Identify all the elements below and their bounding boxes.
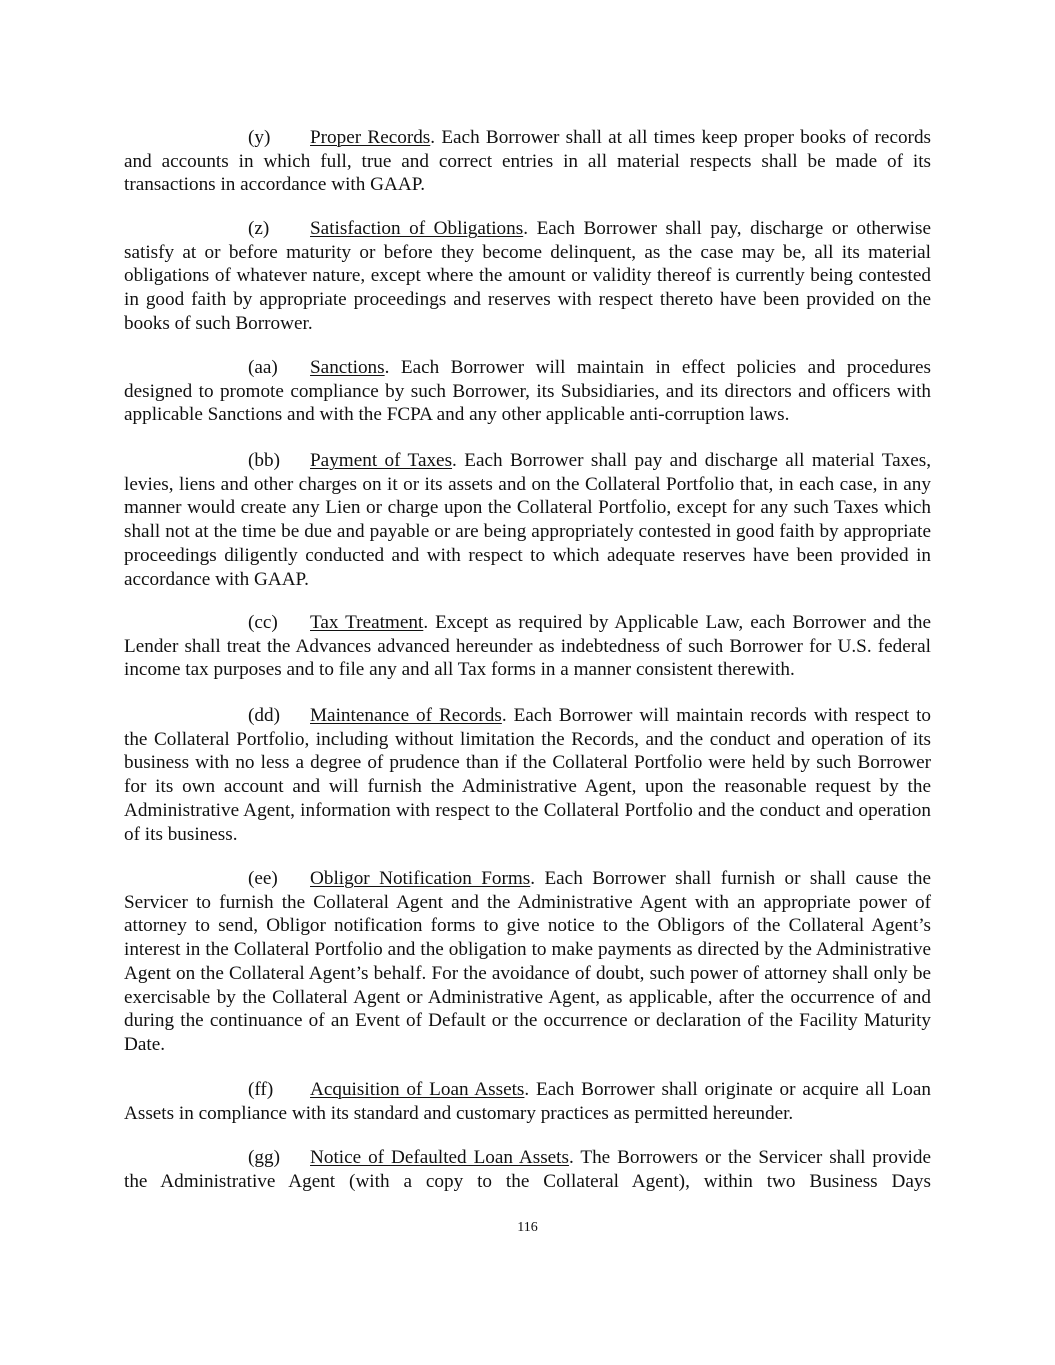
paragraph-cc bbox=[124, 611, 931, 682]
paragraph-number: (gg) bbox=[248, 1147, 280, 1168]
paragraph-number: (dd) bbox=[248, 705, 280, 726]
paragraph-text: . Except as required by Applicable Law, each Borrower and the Lender shall treat the Advances advanced hereunder as indebtedness of such Borrower for U.S. federal income tax purposes and to file any and all Tax forms in a manner consistent therewith. bbox=[124, 612, 931, 681]
paragraph-text: . Each Borrower shall at all times keep proper books of records and accounts in which full, true and correct entries in all material respects shall be made of its transactions in accordance with GAAP. bbox=[124, 127, 932, 196]
paragraph-text: . Each Borrower shall originate or acquire all Loan Assets in compliance with its standard and customary practices as permitted hereunder. bbox=[124, 1079, 931, 1124]
paragraph-heading: Acquisition of Loan Assets bbox=[310, 1079, 525, 1100]
paragraph-text: . Each Borrower will maintain in effect policies and procedures designed to promote compliance by such Borrower, its Subsidiaries, and its directors and officers with applicable Sanctions and with the FCPA and any other applicable anti-corruption laws. bbox=[124, 357, 931, 426]
page-number: 116 bbox=[517, 1220, 538, 1235]
paragraph-number: (aa) bbox=[248, 357, 278, 378]
paragraph-heading: Obligor Notification Forms bbox=[310, 868, 531, 889]
paragraph-heading: Notice of Defaulted Loan Assets bbox=[310, 1147, 569, 1168]
paragraph-ff bbox=[124, 1078, 931, 1125]
paragraph-ee bbox=[124, 867, 931, 1057]
paragraph-heading: Tax Treatment bbox=[310, 612, 424, 633]
paragraph-number: (y) bbox=[248, 127, 271, 148]
paragraph-heading: Sanctions bbox=[310, 357, 385, 378]
paragraph-number: (ee) bbox=[248, 868, 278, 889]
paragraph-heading: Maintenance of Records bbox=[310, 705, 502, 726]
paragraph-number: (cc) bbox=[248, 612, 278, 633]
paragraph-heading: Satisfaction of Obligations bbox=[310, 218, 524, 239]
paragraph-text: . The Borrowers or the Servicer shall provide the Administrative Agent (with a copy to the Collateral Agent), within two Business Days bbox=[124, 1147, 931, 1192]
paragraph-text: . Each Borrower shall furnish or shall cause the Servicer to furnish the Collateral Agent and the Administrative Agent with an appropriate power of attorney to send, Obligor notification forms to give notice to the Obligors of the Collateral Agent’s interest in the Collateral Portfolio and the obligation to make payments as directed by the Administrative Agent on the Collateral Agent’s behalf. For the avoidance of doubt, such power of attorney shall only be exercisable by the Collateral Agent or Administrative Agent, as applicable, after the occurrence of and during the continuance of an Event of Default or the occurrence or declaration of the Facility Maturity Date. bbox=[124, 868, 931, 1055]
paragraph-heading: Proper Records bbox=[310, 127, 431, 148]
paragraph-text: . Each Borrower shall pay, discharge or otherwise satisfy at or before maturity or before they become delinquent, as the case may be, all its material obligations of whatever nature, except where the amount or validity thereof is currently being contested in good faith by appropriate proceedings and reserves with respect thereto have been provided on the books of such Borrower. bbox=[124, 218, 931, 334]
paragraph-z bbox=[124, 217, 931, 336]
paragraph-number: (z) bbox=[248, 218, 270, 239]
paragraph-number: (ff) bbox=[248, 1079, 274, 1100]
paragraph-y bbox=[124, 126, 931, 197]
paragraph-text: . Each Borrower shall pay and discharge all material Taxes, levies, liens and other charges on it or its assets and on the Collateral Portfolio that, in each case, in any manner would create any Lien or charge upon the Collateral Portfolio, except for any such Taxes which shall not at the time be due and payable or are being appropriately contested in good faith by appropriate proceedings diligently conducted and with respect to which adequate reserves have been provided in accordance with GAAP. bbox=[124, 450, 931, 590]
paragraph-number: (bb) bbox=[248, 450, 280, 471]
paragraph-aa bbox=[124, 356, 931, 427]
paragraph-text: . Each Borrower will maintain records with respect to the Collateral Portfolio, including without limitation the Records, and the conduct and operation of its business with no less a degree of prudence than if the Collateral Portfolio were held by such Borrower for its own account and will furnish the Administrative Agent, upon the reasonable request by the Administrative Agent, information with respect to the Collateral Portfolio and the conduct and operation of its business. bbox=[124, 705, 931, 845]
paragraph-bb bbox=[124, 449, 931, 591]
paragraph-heading: Payment of Taxes bbox=[310, 450, 453, 471]
paragraph-dd bbox=[124, 704, 931, 846]
paragraph-gg bbox=[124, 1146, 931, 1193]
